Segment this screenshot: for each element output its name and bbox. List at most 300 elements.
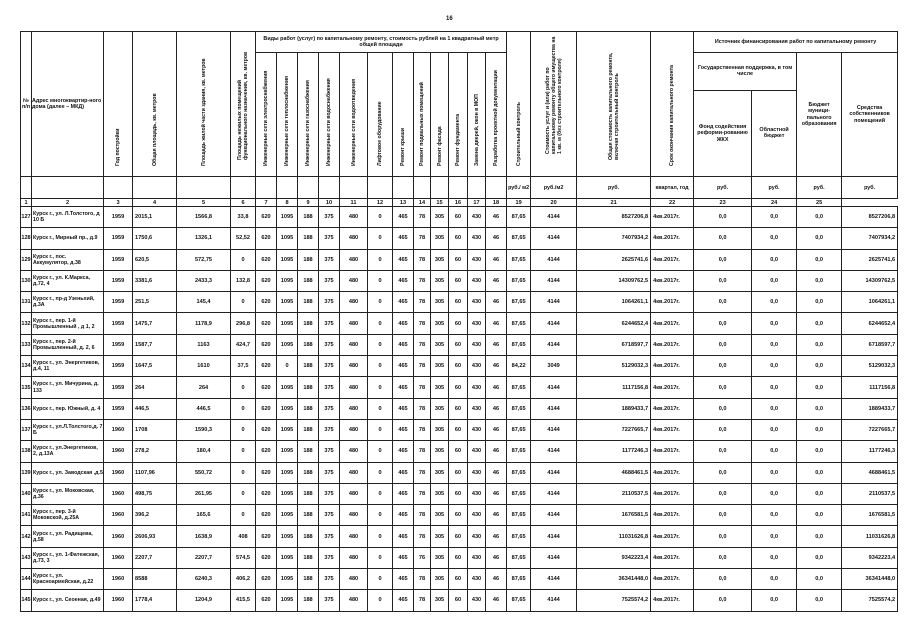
header-year: Год постройки [104,32,133,177]
row-deadline: 4кв.2017г. [651,398,694,419]
row-total-area: 1587,7 [133,334,177,355]
row-owners: 1676581,5 [842,505,898,526]
table-row [21,249,898,270]
row-cost-per-m2: 4144 [531,334,577,355]
row-work-cost: 305 [431,356,449,377]
row-work-cost: 60 [449,419,468,440]
row-work-cost: 60 [449,313,468,334]
row-work-cost: 620 [256,398,277,419]
row-fund: 0,0 [694,419,752,440]
row-number: 130 [21,270,32,291]
row-work-cost: 465 [393,356,414,377]
row-work-cost: 305 [431,569,449,590]
row-number: 132 [21,313,32,334]
row-work-cost: 188 [298,377,319,398]
row-work-cost: 78 [414,569,431,590]
column-number: 23 [694,199,752,207]
row-deadline: 4кв.2017г. [651,547,694,568]
row-fund: 0,0 [694,590,752,611]
row-nonres-area: 0 [231,483,256,504]
row-work-cost: 430 [468,249,486,270]
row-municipal: 0,0 [797,526,842,547]
row-owners: 6244652,4 [842,313,898,334]
row-owners: 2110537,5 [842,483,898,504]
row-nonres-area: 574,5 [231,547,256,568]
row-total-area: 2606,93 [133,526,177,547]
row-work-cost: 60 [449,207,468,228]
row-control: 87,65 [507,547,531,568]
row-fund: 0,0 [694,377,752,398]
row-regional: 0,0 [752,462,797,483]
row-living-area: 6240,3 [177,569,231,590]
row-work-cost: 46 [486,398,507,419]
row-work-cost: 78 [414,292,431,313]
row-work-cost: 305 [431,441,449,462]
table-row [21,207,898,228]
row-total-cost: 4688461,5 [577,462,651,483]
row-nonres-area: 0 [231,398,256,419]
row-deadline: 4кв.2017г. [651,270,694,291]
row-owners: 7525574,2 [842,590,898,611]
unit-municipal: руб. [797,177,842,199]
row-work-cost: 430 [468,505,486,526]
row-work-cost: 0 [368,228,393,249]
row-nonres-area: 0 [231,441,256,462]
row-nonres-area: 52,52 [231,228,256,249]
table-body [21,207,898,612]
row-living-area: 572,75 [177,249,231,270]
row-work-cost: 60 [449,505,468,526]
row-work-cost: 375 [319,569,340,590]
row-work-cost: 1095 [277,207,298,228]
table-row [21,547,898,568]
row-municipal: 0,0 [797,398,842,419]
row-deadline: 4кв.2017г. [651,249,694,270]
column-number: 15 [431,199,449,207]
row-deadline: 4кв.2017г. [651,419,694,440]
row-municipal: 0,0 [797,228,842,249]
row-work-cost: 46 [486,356,507,377]
column-number: 5 [177,199,231,207]
row-address: Курск г., ул. Красноармейская, д.22 [32,569,104,590]
row-living-area: 1590,3 [177,419,231,440]
row-work-cost: 480 [340,441,368,462]
row-work-cost: 1095 [277,398,298,419]
row-municipal: 0,0 [797,356,842,377]
column-number: 25 [797,199,842,207]
row-work-cost: 305 [431,590,449,611]
row-total-area: 1750,6 [133,228,177,249]
row-control: 87,65 [507,569,531,590]
column-number: 21 [577,199,651,207]
row-owners: 7407934,2 [842,228,898,249]
row-cost-per-m2: 4144 [531,398,577,419]
row-year: 1960 [104,441,133,462]
row-owners: 11031626,8 [842,526,898,547]
row-work-cost: 430 [468,398,486,419]
row-work-cost: 375 [319,228,340,249]
row-total-cost: 8527206,8 [577,207,651,228]
row-work-cost: 60 [449,270,468,291]
unit-regional: руб. [752,177,797,199]
row-fund: 0,0 [694,569,752,590]
row-regional: 0,0 [752,483,797,504]
row-total-cost: 7227665,7 [577,419,651,440]
row-work-cost: 465 [393,483,414,504]
table-row [21,441,898,462]
row-year: 1959 [104,249,133,270]
row-work-cost: 620 [256,228,277,249]
row-work-cost: 1095 [277,334,298,355]
row-work-cost: 375 [319,505,340,526]
row-year: 1959 [104,334,133,355]
row-address: Курск г., пер. Южный, д. 4 [32,398,104,419]
row-work-cost: 480 [340,356,368,377]
row-work-cost: 430 [468,441,486,462]
row-fund: 0,0 [694,526,752,547]
row-work-cost: 465 [393,228,414,249]
row-living-area: 180,4 [177,441,231,462]
row-work-cost: 430 [468,590,486,611]
header-work-5: Инженерные сети водоотведения [340,53,368,177]
row-nonres-area: 0 [231,462,256,483]
row-total-cost: 7407934,2 [577,228,651,249]
table-row [21,356,898,377]
row-work-cost: 480 [340,207,368,228]
row-work-cost: 46 [486,419,507,440]
row-work-cost: 60 [449,462,468,483]
row-fund: 0,0 [694,441,752,462]
row-work-cost: 465 [393,292,414,313]
row-work-cost: 1095 [277,526,298,547]
row-owners: 14309762,5 [842,270,898,291]
row-work-cost: 46 [486,313,507,334]
row-work-cost: 46 [486,590,507,611]
row-control: 87,65 [507,377,531,398]
row-total-cost: 36341448,0 [577,569,651,590]
row-nonres-area: 0 [231,419,256,440]
row-work-cost: 0 [368,441,393,462]
row-total-area: 251,5 [133,292,177,313]
row-cost-per-m2: 4144 [531,590,577,611]
row-work-cost: 620 [256,505,277,526]
table-row [21,398,898,419]
row-regional: 0,0 [752,334,797,355]
row-address: Курск г., Мирный пр., д.9 [32,228,104,249]
row-total-cost: 1676581,5 [577,505,651,526]
row-deadline: 4кв.2017г. [651,441,694,462]
column-number-row [21,199,898,207]
row-work-cost: 305 [431,526,449,547]
row-total-area: 620,5 [133,249,177,270]
row-work-cost: 60 [449,526,468,547]
row-control: 87,65 [507,334,531,355]
row-fund: 0,0 [694,356,752,377]
header-funding-group: Источник финансирования работ по капитальному ремонту [694,32,898,53]
row-number: 137 [21,419,32,440]
header-state-support: Государственная поддержка, в том числе [694,53,797,91]
row-number: 131 [21,292,32,313]
row-control: 87,65 [507,270,531,291]
row-total-cost: 6244652,4 [577,313,651,334]
row-deadline: 4кв.2017г. [651,590,694,611]
row-work-cost: 78 [414,526,431,547]
row-fund: 0,0 [694,398,752,419]
row-work-cost: 305 [431,292,449,313]
row-fund: 0,0 [694,228,752,249]
row-total-cost: 11031626,8 [577,526,651,547]
row-living-area: 1163 [177,334,231,355]
table-row [21,462,898,483]
row-municipal: 0,0 [797,334,842,355]
row-total-area: 1708 [133,419,177,440]
row-year: 1960 [104,483,133,504]
row-regional: 0,0 [752,398,797,419]
row-work-cost: 430 [468,377,486,398]
row-deadline: 4кв.2017г. [651,292,694,313]
row-number: 135 [21,377,32,398]
row-work-cost: 465 [393,569,414,590]
row-number: 139 [21,462,32,483]
row-number: 134 [21,356,32,377]
row-fund: 0,0 [694,270,752,291]
row-deadline: 4кв.2017г. [651,377,694,398]
row-address: Курск г., ул.Энергетиков, 2, д.13А [32,441,104,462]
row-work-cost: 480 [340,526,368,547]
row-work-cost: 465 [393,270,414,291]
table-row [21,228,898,249]
row-total-area: 8588 [133,569,177,590]
row-cost-per-m2: 4144 [531,569,577,590]
row-year: 1959 [104,377,133,398]
row-total-area: 1475,7 [133,313,177,334]
row-number: 140 [21,483,32,504]
column-number: 10 [319,199,340,207]
row-work-cost: 60 [449,292,468,313]
row-work-cost: 60 [449,590,468,611]
row-work-cost: 188 [298,334,319,355]
header-work-11: Замена дверей, окон в МОП [468,53,486,177]
row-work-cost: 78 [414,441,431,462]
row-work-cost: 60 [449,249,468,270]
row-work-cost: 1095 [277,377,298,398]
row-cost-per-m2: 4144 [531,377,577,398]
row-work-cost: 60 [449,441,468,462]
row-control: 87,65 [507,249,531,270]
row-municipal: 0,0 [797,249,842,270]
table-row [21,590,898,611]
row-work-cost: 480 [340,270,368,291]
row-work-cost: 375 [319,462,340,483]
row-work-cost: 375 [319,483,340,504]
row-total-area: 2207,7 [133,547,177,568]
row-address: Курск г., пер. 2-й Промышленный, д. 2, 6 [32,334,104,355]
row-total-cost: 1064261,1 [577,292,651,313]
row-number: 144 [21,569,32,590]
row-total-cost: 14309762,5 [577,270,651,291]
row-work-cost: 465 [393,547,414,568]
row-regional: 0,0 [752,569,797,590]
row-work-cost: 1095 [277,505,298,526]
row-year: 1959 [104,398,133,419]
row-work-cost: 0 [368,569,393,590]
row-work-cost: 430 [468,356,486,377]
row-work-cost: 1095 [277,441,298,462]
column-number: 24 [752,199,797,207]
row-fund: 0,0 [694,462,752,483]
row-regional: 0,0 [752,249,797,270]
row-work-cost: 430 [468,313,486,334]
row-owners: 9342223,4 [842,547,898,568]
row-cost-per-m2: 4144 [531,313,577,334]
row-owners: 8527206,8 [842,207,898,228]
row-work-cost: 188 [298,249,319,270]
row-work-cost: 480 [340,505,368,526]
header-work-4: Инженерные сети водоснабжения [319,53,340,177]
row-living-area: 1178,9 [177,313,231,334]
row-regional: 0,0 [752,419,797,440]
row-work-cost: 1095 [277,483,298,504]
row-municipal: 0,0 [797,483,842,504]
unit-owners: руб. [842,177,898,199]
row-work-cost: 46 [486,207,507,228]
row-work-cost: 465 [393,313,414,334]
row-work-cost: 0 [368,377,393,398]
row-total-cost: 1117156,8 [577,377,651,398]
unit-control: руб./ м2 [507,177,531,199]
row-number: 142 [21,526,32,547]
row-regional: 0,0 [752,313,797,334]
row-number: 128 [21,228,32,249]
row-owners: 1117156,8 [842,377,898,398]
row-nonres-area: 408 [231,526,256,547]
row-work-cost: 430 [468,483,486,504]
row-cost-per-m2: 4144 [531,483,577,504]
row-work-cost: 78 [414,270,431,291]
row-deadline: 4кв.2017г. [651,313,694,334]
row-work-cost: 465 [393,462,414,483]
row-work-cost: 0 [368,270,393,291]
table-row [21,419,898,440]
row-work-cost: 375 [319,377,340,398]
row-work-cost: 375 [319,356,340,377]
row-nonres-area: 415,5 [231,590,256,611]
row-municipal: 0,0 [797,207,842,228]
column-number: 11 [340,199,368,207]
row-owners: 1064261,1 [842,292,898,313]
row-total-area: 278,2 [133,441,177,462]
row-work-cost: 1095 [277,419,298,440]
row-address: Курск г., ул. Мичурина, д. 133 [32,377,104,398]
row-owners: 1889433,7 [842,398,898,419]
row-total-area: 446,5 [133,398,177,419]
row-cost-per-m2: 4144 [531,505,577,526]
row-work-cost: 430 [468,569,486,590]
row-regional: 0,0 [752,270,797,291]
row-number: 133 [21,334,32,355]
row-work-cost: 1095 [277,462,298,483]
row-total-area: 498,75 [133,483,177,504]
row-work-cost: 620 [256,313,277,334]
column-number: 22 [651,199,694,207]
row-control: 87,65 [507,462,531,483]
row-address: Курск г., ул. К.Маркса, д.72, 4 [32,270,104,291]
row-year: 1959 [104,207,133,228]
row-work-cost: 188 [298,569,319,590]
table-row [21,313,898,334]
header-address: Адрес многоквартир-ного дома (далее – МКД) [32,32,104,177]
row-work-cost: 305 [431,462,449,483]
row-work-cost: 465 [393,590,414,611]
row-work-cost: 375 [319,398,340,419]
table-row [21,505,898,526]
row-regional: 0,0 [752,228,797,249]
row-regional: 0,0 [752,207,797,228]
table-row [21,377,898,398]
row-work-cost: 0 [368,462,393,483]
row-work-cost: 1095 [277,249,298,270]
row-total-area: 1647,5 [133,356,177,377]
column-number: 4 [133,199,177,207]
row-address: Курск г., ул. Моковская, д.36 [32,483,104,504]
row-work-cost: 480 [340,292,368,313]
row-owners: 7227665,7 [842,419,898,440]
row-work-cost: 46 [486,270,507,291]
row-living-area: 1610 [177,356,231,377]
row-work-cost: 60 [449,398,468,419]
row-work-cost: 375 [319,526,340,547]
row-work-cost: 430 [468,334,486,355]
row-total-cost: 2110537,5 [577,483,651,504]
row-control: 87,65 [507,419,531,440]
row-year: 1960 [104,547,133,568]
row-work-cost: 0 [368,356,393,377]
column-number: 9 [298,199,319,207]
row-work-cost: 46 [486,249,507,270]
row-regional: 0,0 [752,292,797,313]
row-deadline: 4кв.2017г. [651,356,694,377]
row-work-cost: 188 [298,313,319,334]
row-owners: 5129032,3 [842,356,898,377]
row-work-cost: 78 [414,249,431,270]
row-work-cost: 305 [431,419,449,440]
row-year: 1959 [104,356,133,377]
row-regional: 0,0 [752,441,797,462]
row-control: 87,65 [507,441,531,462]
row-total-cost: 9342223,4 [577,547,651,568]
header-work-6: Лифтовое оборудование [368,53,393,177]
row-work-cost: 620 [256,270,277,291]
column-number: 19 [507,199,531,207]
row-work-cost: 0 [368,313,393,334]
row-nonres-area: 406,2 [231,569,256,590]
row-work-cost: 480 [340,590,368,611]
row-work-cost: 480 [340,462,368,483]
column-number: 14 [414,199,431,207]
row-work-cost: 188 [298,483,319,504]
row-cost-per-m2: 4144 [531,207,577,228]
row-work-cost: 1095 [277,590,298,611]
row-work-cost: 76 [414,547,431,568]
row-work-cost: 60 [449,228,468,249]
row-work-cost: 188 [298,505,319,526]
row-work-cost: 465 [393,441,414,462]
row-owners: 6718597,7 [842,334,898,355]
column-number: 3 [104,199,133,207]
row-address: Курск г., пос. Аккумулятор, д.38 [32,249,104,270]
row-work-cost: 78 [414,334,431,355]
row-fund: 0,0 [694,207,752,228]
